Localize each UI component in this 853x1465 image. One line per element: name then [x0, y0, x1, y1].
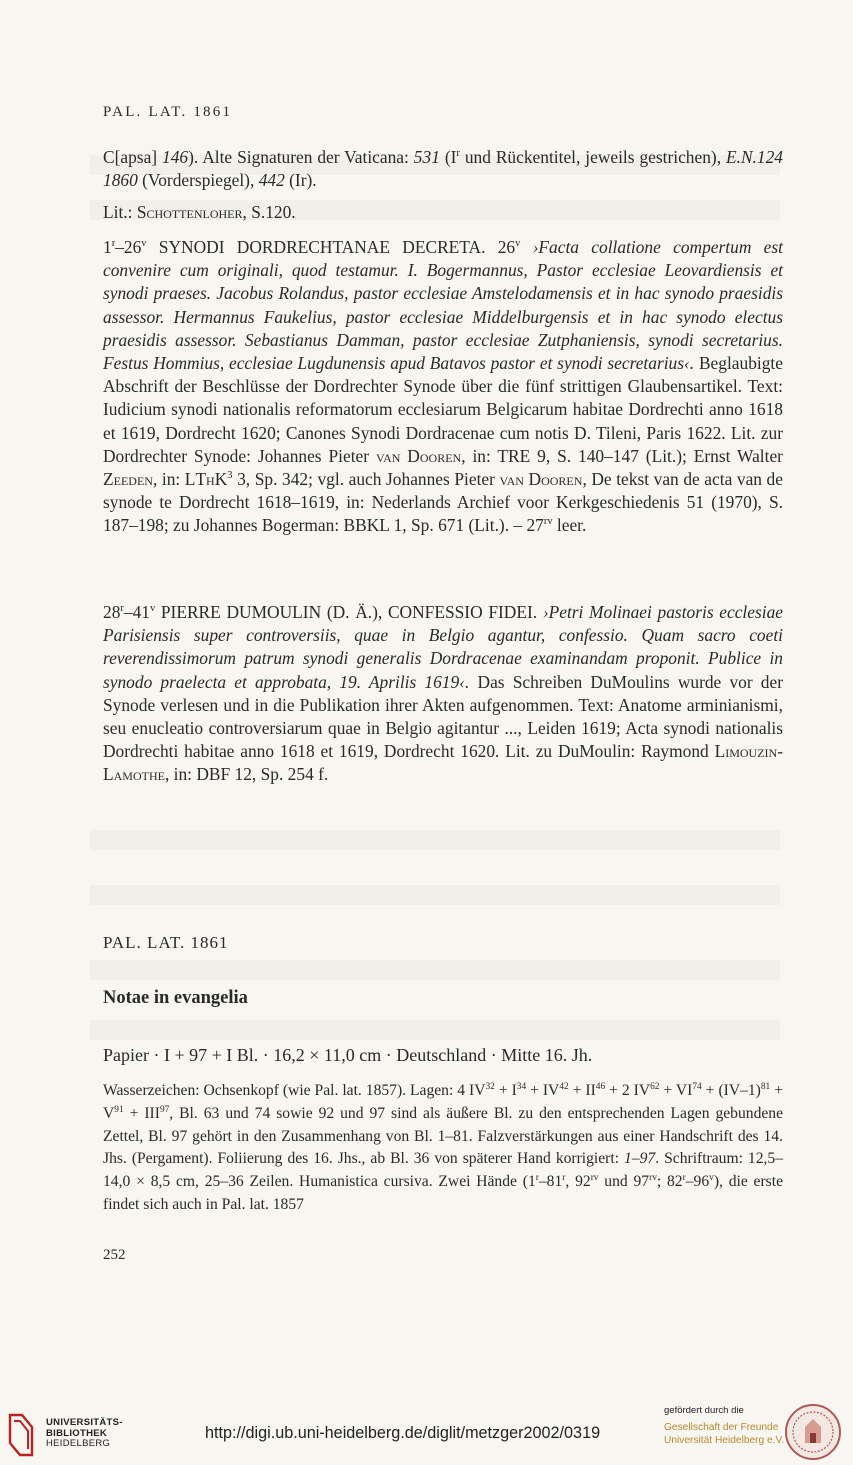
physical-description: Papier · I + 97 + I Bl. · 16,2 × 11,0 cm · Deutschland · Mitte 16. Jh.	[103, 1045, 593, 1065]
manuscript-header-block	[103, 146, 783, 225]
ub-line-3: HEIDELBERG	[46, 1438, 111, 1449]
university-library-logo-icon	[8, 1411, 38, 1459]
society-line-2: Universität Heidelberg e.V.	[664, 1435, 785, 1446]
page-number: 252	[103, 1247, 126, 1263]
entry-pierre-dumoulin	[103, 601, 783, 787]
codicology-text: Wasserzeichen: Ochsenkopf (wie Pal. lat. 1857). Lagen: 4 $IV^{32} + I^{34} + IV^{42} + II^{46} + 2$ $IV^{62} + VI^{74} + (IV-1)^{81} + V^{91} + III^{97}$, Bl. 63 und 74 sowie 92 und 97 sind als äußere Bl. zu den entsprechenden Lagen gebundene Zettel, Bl. 97 gehört in den Zusammenhang von Bl. 1–81. Falzverstärkungen aus einer Handschrift des 14. Jhs. (Pergament). Foliierung des 16. Jhs., ab Bl. 36 von späterer Hand korrigiert: 1–97. Schriftraum: 12,5–14,0 × 8,5 cm, 25–36 Zeilen. Humanistica cursiva. Zwei Hände (1$^r$–81$^r$, $92^{rv}$ und $97^{rv}$; 82$^r$–96$^v$), die erste findet sich auch in Pal. lat. 1857	[103, 1081, 784, 1213]
society-name	[664, 1421, 784, 1447]
shelfmark-paragraph: C[apsa] 146). Alte Signaturen der Vaticana: 531 ($I^r$ und Rückentitel, jeweils gestrichen), E.N.124 1860 (Vorderspiegel), 442 (Ir).	[103, 147, 783, 191]
university-library-wordmark	[46, 1418, 123, 1450]
section-heading: PAL. LAT. 1861	[103, 933, 229, 952]
section-title: Notae in evangelia	[103, 988, 248, 1008]
entry-synodi-dordrechtanae	[103, 236, 783, 538]
funded-by-label: gefördert durch die	[664, 1405, 744, 1416]
literature-line: Lit.: Schottenloher, S.120.	[103, 202, 296, 223]
entry2-paragraph: 28$^r$–41$^v$ PIERRE DUMOULIN (D. Ä.), CONFESSIO FIDEI. ›Petri Molinaei pastoris ecclesiae Parisiensis super controversiis, quae in Belgio agantur, confessio. Quam sacro coeti reverendissimorum patrum synodi generalis Dordracenae examinandam proponit. Publice in synodo praelecta et approbata, 19. Aprilis 1619‹. Das Schreiben DuMoulins wurde vor der Synode verlesen und in die Publikation ihrer Akten aufgenommen. Text: Anatome arminianismi, seu enucleatio controversiarum quae in Belgio agitantur ..., Leiden 1619; Acta synodi nationalis Dordrechti habitae anno 1618 et 1619, Dordrecht 1620. Lit. zu DuMoulin: Raymond Limouzin-Lamothe, in: DBF 12, Sp. 254 f.	[103, 602, 783, 785]
running-head: PAL. LAT. 1861	[103, 104, 233, 120]
permalink-url[interactable]: http://digi.ub.uni-heidelberg.de/diglit/metzger2002/0319	[205, 1424, 601, 1442]
ub-line-1: UNIVERSITÄTS-	[46, 1417, 123, 1428]
entry1-paragraph: 1$^r$–26$^v$ SYNODI DORDRECHTANAE DECRETA. 26$^v$ ›Facta collatione compertum est convenire cum originali, quod testamur. I. Bogermannus, Pastor ecclesiae Leovardiensis et synodi praeses. Jacobus Rolandus, pastor ecclesiae Amstelodamensis et in hac synodo praesidis assessor. Hermannus Faukelius, pastor ecclesiae Middelburgensis et in hac synodo electus praesidis assessor. Sebastianus Damman, pastor ecclesiae Zutphaniensis, synodi secretarius. Festus Hommius, ecclesiae Lugdunensis apud Batavos pastor et synodi secretarius‹. Beglaubigte Abschrift der Beschlüsse der Dordrechter Synode über die fünf strittigen Glaubensartikel. Text: Iudicium synodi nationalis reformatorum ecclesiarum Belgicarum habitae Dordrechti anno 1618 et 1619, Dordrecht 1620; Canones Synodi Dordracenae cum notis D. Tileni, Paris 1622. Lit. zur Dordrechter Synode: Johannes Pieter van Dooren, in: TRE 9, S. 140–147 (Lit.); Ernst Walter Zeeden, in: LThK$^3$ 3, Sp. 342; vgl. auch Johannes Pieter van Dooren, De tekst van de acta van de synode te Dordrecht 1618–1619, in: Nederlands Archief voor Kerkgeschiedenis 51 (1970), S. 187–198; zu Johannes Bogerman: BBKL 1, Sp. 671 (Lit.). – $27^{rv}$ leer.	[103, 237, 783, 536]
ub-line-2: BIBLIOTHEK	[46, 1427, 108, 1439]
watermark-paragraph	[103, 1080, 783, 1217]
society-line-1: Gesellschaft der Freunde	[664, 1422, 779, 1433]
society-seal-icon	[783, 1403, 843, 1461]
